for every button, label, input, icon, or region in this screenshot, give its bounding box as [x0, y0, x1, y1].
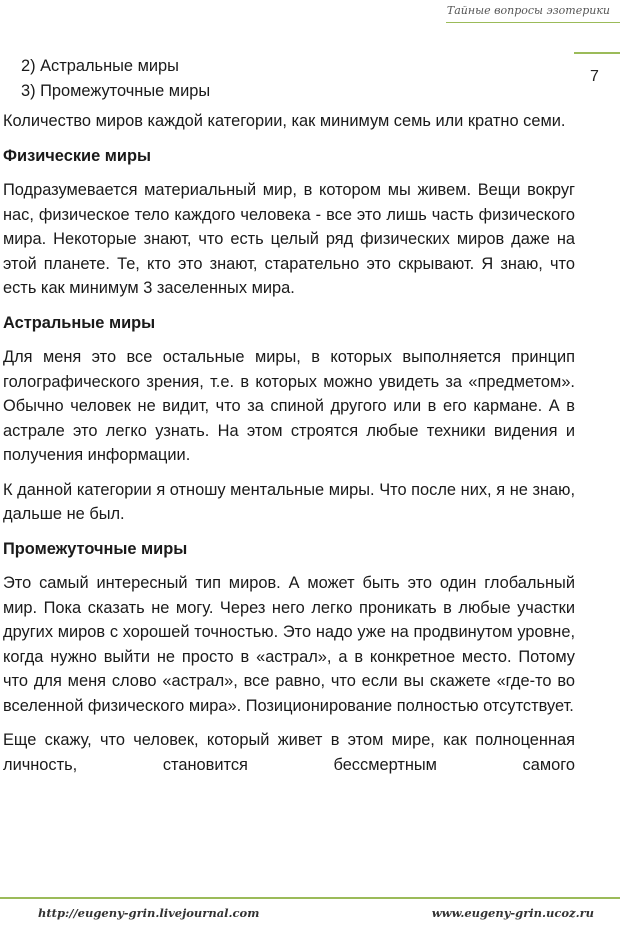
heading-intermediate-worlds: Промежуточные миры — [3, 539, 188, 558]
footer-link-livejournal[interactable]: http://eugeny-grin.livejournal.com — [38, 906, 260, 920]
footer-link-website[interactable]: www.eugeny-grin.ucoz.ru — [431, 906, 594, 920]
paragraph: Подразумевается материальный мир, в котором мы живем. Вещи вокруг нас, физическое тело каждого человека - все это лишь часть физического мира. Некоторые знают, что есть целый ряд физических миров даже на этой планете. Те, кто это знают, старательно это скрывают. Я знаю, что есть как минимум 3 заселенных мира. — [3, 181, 575, 297]
paragraph: Это самый интересный тип миров. А может быть это один глобальный мир. Пока сказать не могу. Через него легко проникать в любые участки других миров с хорошей точностью. Это надо уже на продвинутом уровне, когда нужно выйти не просто в «астрал», а в конкретное место. Потому что для меня слово «астрал», все равно, что если вы скажете «где-то во вселенной физического мира». Позиционирование полностью отсутствует. — [3, 574, 575, 715]
running-header: Тайные вопросы эзотерики — [446, 4, 610, 17]
intro-paragraph: Количество миров каждой категории, как минимум семь или кратно семи. — [3, 112, 566, 130]
paragraph: Еще скажу, что человек, который живет в этом мире, как полноценная личность, становится бессмертным самого — [3, 731, 575, 774]
page-number-rule — [574, 52, 620, 54]
paragraph: Для меня это все остальные миры, в которых выполняется принцип голографического зрения, т.е. в которых можно увидеть за «предметом». Обычно человек не видит, что за спиной другого или в его кармане. А в астрале это легко узнать. На этом строятся любые техники видения и получения информации. — [3, 348, 575, 464]
heading-physical-worlds: Физические миры — [3, 146, 151, 165]
heading-astral-worlds: Астральные миры — [3, 313, 156, 332]
category-list — [3, 54, 575, 103]
footer-rule — [0, 897, 620, 899]
list-item: 3) Промежуточные миры — [21, 81, 211, 100]
paragraph: К данной категории я отношу ментальные миры. Что после них, я не знаю, дальше не был. — [3, 480, 575, 523]
page-body — [3, 54, 575, 787]
page-number: 7 — [590, 68, 599, 85]
list-item: 2) Астральные миры — [21, 57, 179, 75]
header-rule — [446, 22, 620, 23]
